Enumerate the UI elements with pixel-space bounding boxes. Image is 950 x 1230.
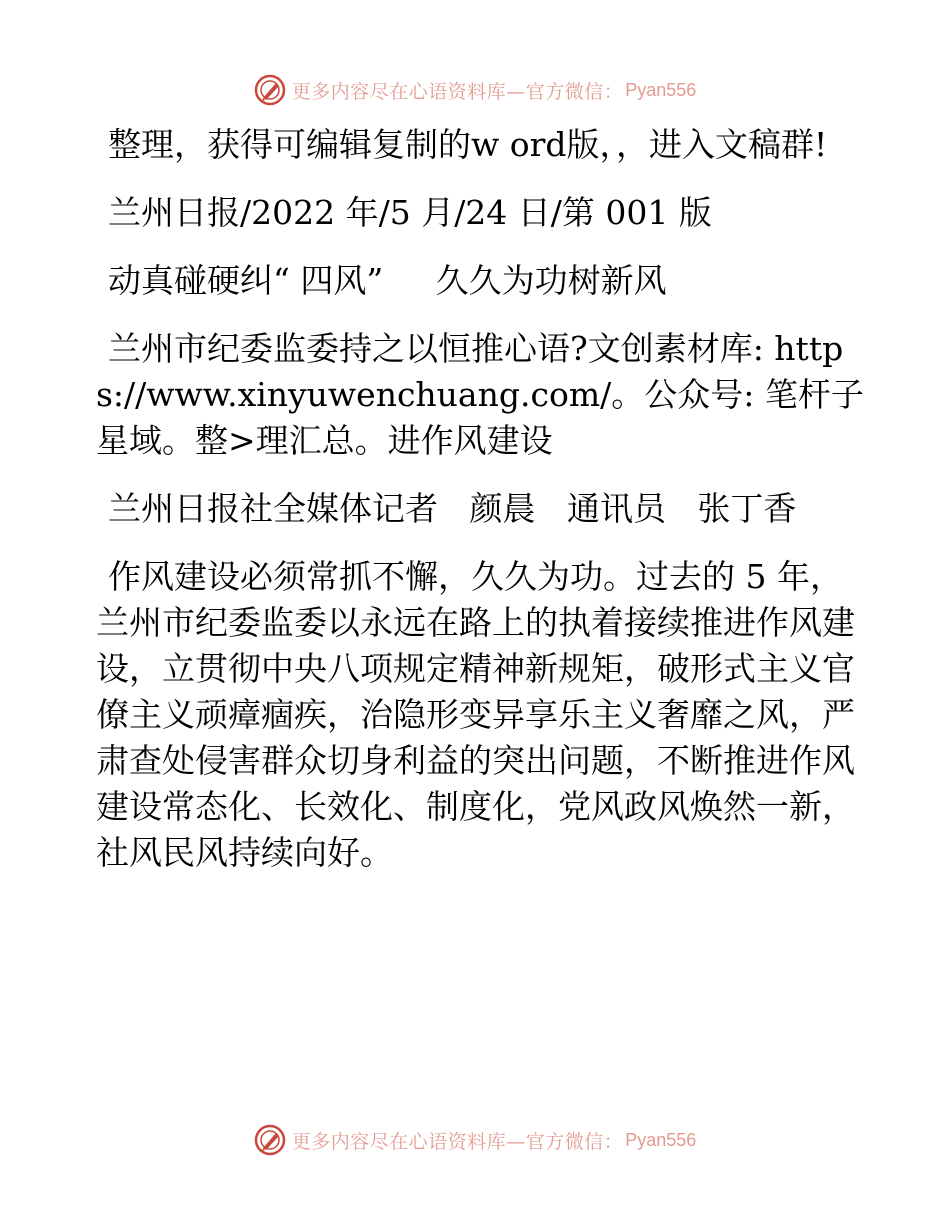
article-subheadline: 兰州市纪委监委持之以恒推心语?文创素材库: https://www.xinyuwenchuang.com/。公众号: 笔杆子星域。整>理汇总。进作风建设 [96, 329, 864, 460]
paragraph-source: 兰州日报/2022 年/5 月/24 日/第 001 版 [108, 193, 712, 232]
article-body-paragraph: 作风建设必须常抓不懈，久久为功。过去的 5 年，兰州市纪委监委以永远在路上的执着接续推进作风建设，立贯彻中央八项规定精神新规矩，破形式主义官僚主义顽瘴痼疾，治隐形变异享乐主义奢靡之风，严肃查处侵害群众切身利益的突出问题，不断推进作风建设常态化、长效化、制度化，党风政风焕然一新，社风民风持续向好。 [96, 557, 855, 872]
footer-banner [0, 1120, 950, 1160]
banner-wechat-id: Pyan556 [625, 79, 697, 100]
article-byline: 兰州日报社全媒体记者 颜晨 通讯员 张丁香 [108, 489, 797, 528]
document-body [96, 122, 866, 898]
banner-text: 更多内容尽在心语资料库—官方微信： [291, 80, 624, 103]
paragraph-intro: 整理，获得可编辑复制的w ord版，，进入文稿群! [108, 125, 828, 164]
header-banner [0, 70, 950, 110]
pen-logo-icon [254, 74, 286, 106]
article-headline: 动真碰硬纠“ 四风” 久久为功树新风 [108, 261, 667, 300]
banner-text: 更多内容尽在心语资料库—官方微信： [291, 1130, 624, 1153]
pen-logo-icon [254, 1124, 286, 1156]
banner-wechat-id: Pyan556 [625, 1129, 697, 1150]
